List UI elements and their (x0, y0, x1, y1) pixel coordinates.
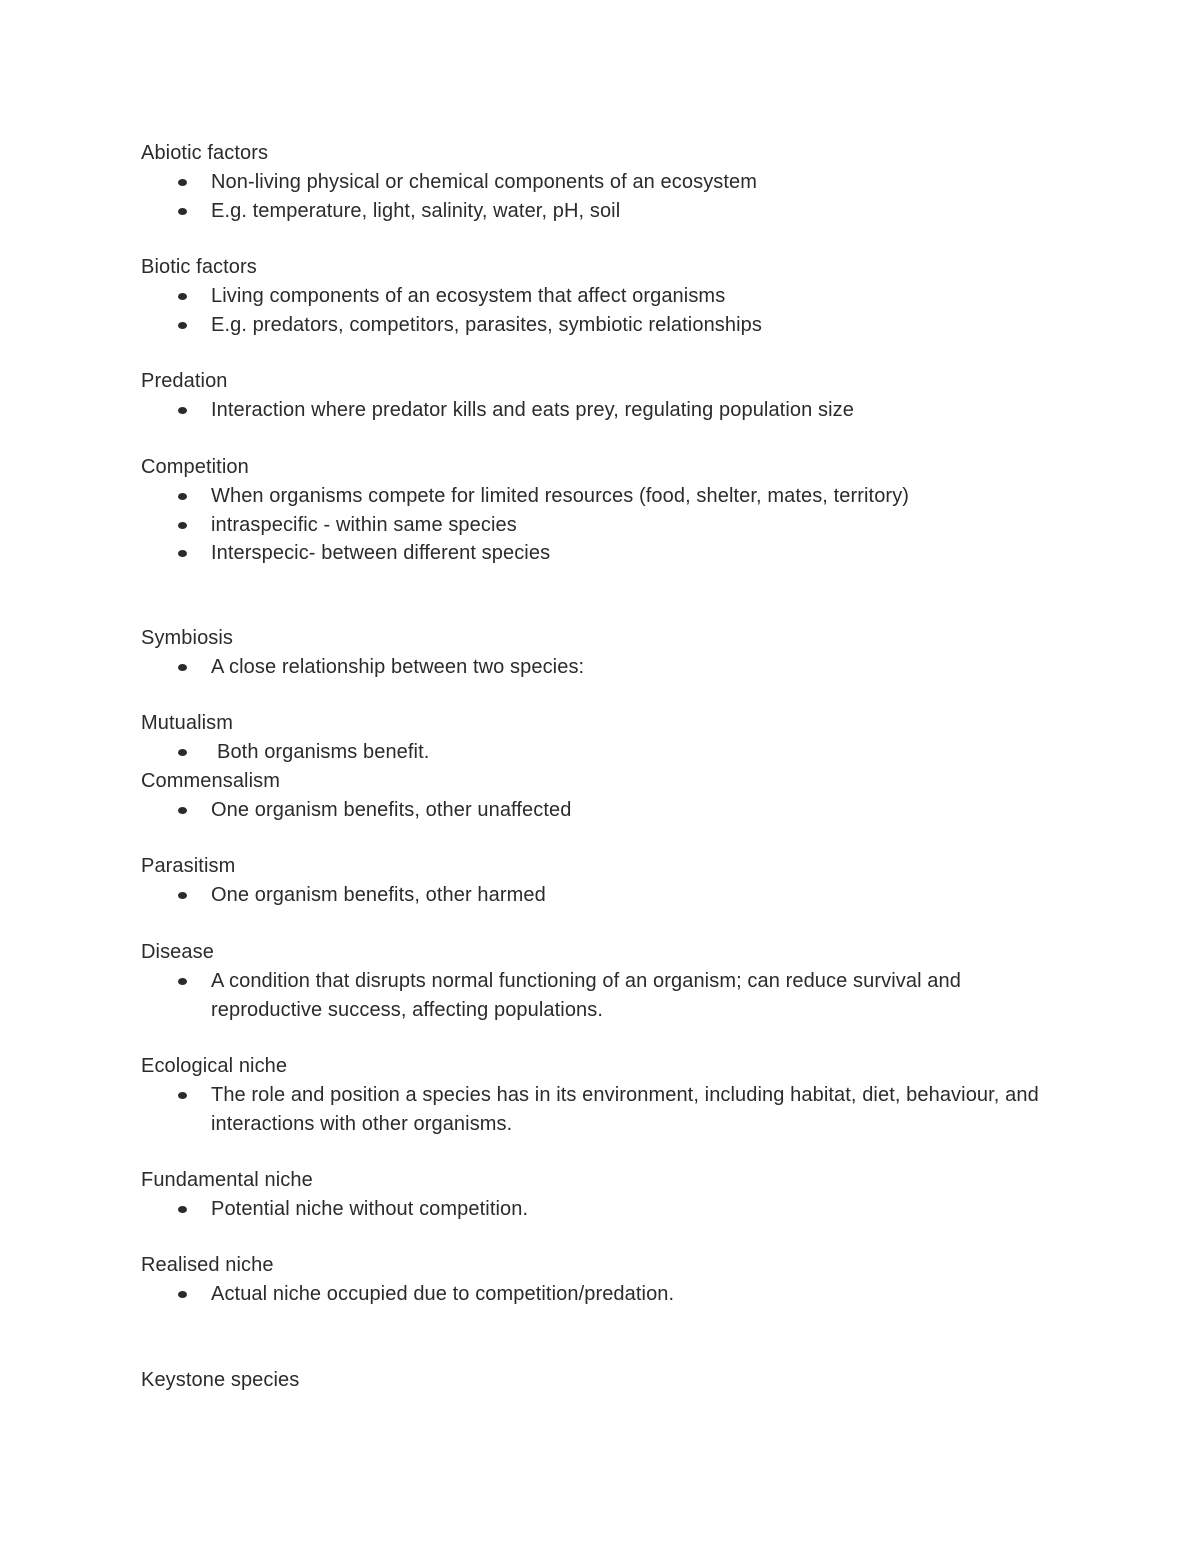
bullet-list (141, 738, 1101, 767)
section-commensalism (141, 767, 1101, 825)
section-competition (141, 453, 1101, 568)
bullet-list (141, 282, 1101, 339)
section-heading: Keystone species (141, 1369, 300, 1391)
bullet-icon (178, 664, 187, 671)
bullet-icon (178, 749, 187, 756)
list-item: Non-living physical or chemical components of an ecosystem (141, 168, 1071, 197)
bullet-list (141, 653, 1101, 682)
list-item: One organism benefits, other harmed (141, 881, 1071, 910)
bullet-icon (178, 550, 187, 557)
section-heading: Predation (141, 370, 228, 392)
section-heading: Competition (141, 456, 249, 478)
bullet-list (141, 1280, 1101, 1309)
section-realised-niche (141, 1251, 1101, 1309)
section-symbiosis (141, 624, 1101, 682)
section-heading: Realised niche (141, 1254, 274, 1276)
section-heading: Commensalism (141, 770, 281, 792)
bullet-list (141, 168, 1101, 225)
list-item: Both organisms benefit. (141, 738, 1077, 767)
bullet-icon (178, 1092, 187, 1099)
section-heading: Abiotic factors (141, 142, 269, 164)
bullet-icon (178, 322, 187, 329)
section-predation (141, 367, 1101, 425)
bullet-icon (178, 522, 187, 529)
list-item: One organism benefits, other unaffected (141, 796, 1071, 825)
bullet-icon (178, 1291, 187, 1298)
section-heading: Mutualism (141, 712, 234, 734)
bullet-icon (178, 179, 187, 186)
section-heading: Parasitism (141, 855, 236, 877)
bullet-list (141, 881, 1101, 910)
section-disease (141, 938, 1101, 1024)
section-biotic-factors (141, 253, 1101, 339)
list-item: A close relationship between two species: (141, 653, 1071, 682)
list-item: Actual niche occupied due to competition/predation. (141, 1280, 1071, 1309)
bullet-list (141, 967, 1101, 1024)
bullet-list (141, 396, 1101, 425)
section-keystone-species (141, 1366, 1101, 1395)
bullet-list (141, 1081, 1101, 1138)
list-item: The role and position a species has in its environment, including habitat, diet, behaviour, and interactions with other organisms. (141, 1081, 1071, 1138)
list-item: Potential niche without competition. (141, 1195, 1071, 1224)
bullet-icon (178, 892, 187, 899)
bullet-icon (178, 1206, 187, 1213)
bullet-list (141, 796, 1101, 825)
bullet-icon (178, 208, 187, 215)
section-abiotic-factors (141, 139, 1101, 225)
list-item: When organisms compete for limited resources (food, shelter, mates, territory) (141, 482, 1071, 511)
bullet-icon (178, 978, 187, 985)
section-heading: Symbiosis (141, 627, 234, 649)
section-heading: Biotic factors (141, 256, 257, 278)
section-ecological-niche (141, 1052, 1101, 1138)
section-mutualism (141, 709, 1101, 767)
section-heading: Fundamental niche (141, 1169, 313, 1191)
section-parasitism (141, 852, 1101, 910)
list-item: E.g. temperature, light, salinity, water, pH, soil (141, 197, 1071, 226)
list-item: Interaction where predator kills and eats prey, regulating population size (141, 396, 1071, 425)
list-item: intraspecific - within same species (141, 511, 1071, 540)
bullet-icon (178, 293, 187, 300)
list-item: Living components of an ecosystem that affect organisms (141, 282, 1071, 311)
bullet-icon (178, 493, 187, 500)
list-item: A condition that disrupts normal functioning of an organism; can reduce survival and reproductive success, affecting populations. (141, 967, 1071, 1024)
bullet-icon (178, 407, 187, 414)
section-heading: Disease (141, 941, 214, 963)
list-item: E.g. predators, competitors, parasites, symbiotic relationships (141, 311, 1071, 340)
section-heading: Ecological niche (141, 1055, 288, 1077)
list-item: Interspecic- between different species (141, 539, 1071, 568)
section-fundamental-niche (141, 1166, 1101, 1224)
bullet-list (141, 1195, 1101, 1224)
bullet-list (141, 482, 1101, 568)
bullet-icon (178, 807, 187, 814)
